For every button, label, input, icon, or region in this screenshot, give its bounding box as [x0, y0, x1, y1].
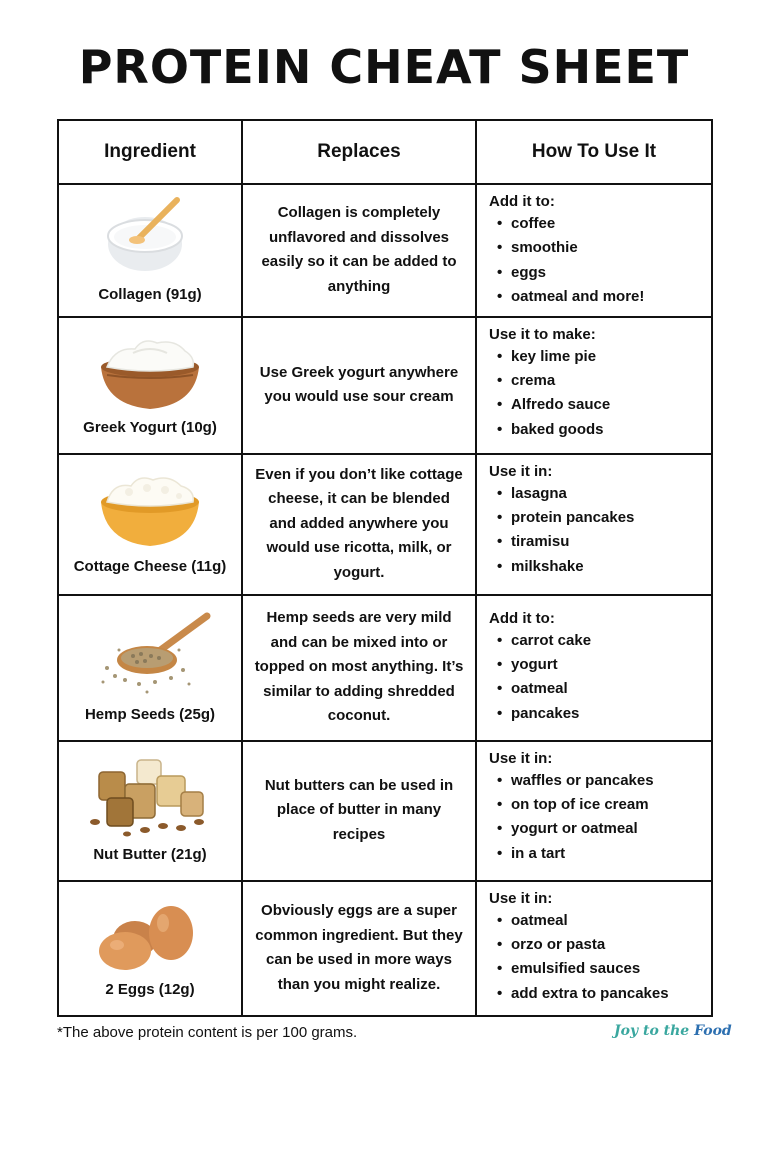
- table-row: [58, 741, 712, 881]
- list-item: • orzo or pasta: [511, 933, 701, 957]
- uses-cell: [476, 184, 712, 317]
- table-row: [58, 881, 712, 1016]
- uses-cell: [476, 317, 712, 454]
- replaces-cell: Use Greek yogurt anywhere you would use sour cream: [242, 317, 476, 454]
- ingredient-cell: [58, 881, 242, 1016]
- list-item: • tiramisu: [511, 530, 701, 554]
- ingredient-cell: [58, 454, 242, 595]
- ingredient-name: Greek Yogurt (10g): [83, 418, 217, 436]
- list-item: • coffee: [511, 212, 701, 236]
- list-item: • eggs: [511, 261, 701, 285]
- ingredient-cell: [58, 595, 242, 741]
- uses-list: [489, 345, 701, 443]
- list-item: • key lime pie: [511, 345, 701, 369]
- uses-cell: [476, 741, 712, 881]
- replaces-cell: Hemp seeds are very mild and can be mixed into or topped on most anything. It’s similar to adding shredded coconut.: [242, 595, 476, 741]
- collagen-bowl-icon: [95, 192, 205, 282]
- ingredient-name: Nut Butter (21g): [93, 846, 207, 864]
- brand-logo-accent: Food: [694, 1023, 732, 1039]
- uses-heading: Use it in:: [489, 889, 553, 907]
- brand-logo: [614, 1023, 732, 1039]
- ingredient-name: Hemp Seeds (25g): [84, 706, 216, 724]
- column-header-ingredient: Ingredient: [58, 120, 242, 184]
- list-item: • pancakes: [511, 702, 701, 726]
- list-item: • Alfredo sauce: [511, 393, 701, 417]
- uses-list: [489, 212, 701, 310]
- uses-heading: Use it in:: [489, 749, 553, 767]
- list-item: • smoothie: [511, 236, 701, 260]
- list-item: • protein pancakes: [511, 506, 701, 530]
- list-item: • baked goods: [511, 418, 701, 442]
- list-item: • oatmeal: [511, 677, 701, 701]
- footnote: *The above protein content is per 100 grams.: [57, 1024, 358, 1041]
- list-item: • add extra to pancakes: [511, 982, 701, 1006]
- list-item: • oatmeal and more!: [511, 285, 701, 309]
- brand-logo-text: Joy to the: [614, 1023, 695, 1039]
- list-item: • on top of ice cream: [511, 793, 701, 817]
- table-header-row: [58, 120, 712, 184]
- list-item: • in a tart: [511, 842, 701, 866]
- uses-cell: [476, 454, 712, 595]
- replaces-cell: Obviously eggs are a super common ingredient. But they can be used in more ways than you might realize.: [242, 881, 476, 1016]
- list-item: • yogurt or oatmeal: [511, 817, 701, 841]
- table-row: [58, 184, 712, 317]
- list-item: • emulsified sauces: [511, 957, 701, 981]
- ingredient-name: Collagen (91g): [98, 285, 202, 303]
- uses-heading: Add it to:: [489, 193, 555, 210]
- cottage-cheese-bowl-icon: [95, 468, 205, 554]
- ingredient-name: 2 Eggs (12g): [105, 980, 195, 998]
- nut-butter-jars-icon: [85, 752, 215, 842]
- list-item: • lasagna: [511, 482, 701, 506]
- replaces-cell: Nut butters can be used in place of butter in many recipes: [242, 741, 476, 881]
- ingredient-cell: [58, 317, 242, 454]
- page-title: PROTEIN CHEAT SHEET: [78, 40, 690, 94]
- hemp-seeds-spoon-icon: [85, 606, 215, 702]
- replaces-cell: Even if you don’t like cottage cheese, it can be blended and added anywhere you would use ricotta, milk, or yogurt.: [242, 454, 476, 595]
- uses-list: [489, 629, 701, 727]
- uses-heading: Add it to:: [489, 609, 555, 627]
- uses-list: [489, 769, 701, 867]
- table-row: [58, 317, 712, 454]
- uses-list: [489, 909, 701, 1007]
- column-header-how-to-use: How To Use It: [476, 120, 712, 184]
- protein-table: [57, 119, 713, 1017]
- uses-list: [489, 482, 701, 580]
- table-row: [58, 595, 712, 741]
- ingredient-cell: [58, 741, 242, 881]
- uses-cell: [476, 595, 712, 741]
- list-item: • yogurt: [511, 653, 701, 677]
- column-header-replaces: Replaces: [242, 120, 476, 184]
- list-item: • milkshake: [511, 555, 701, 579]
- list-item: • waffles or pancakes: [511, 769, 701, 793]
- ingredient-cell: [58, 184, 242, 317]
- replaces-cell: Collagen is completely unflavored and dissolves easily so it can be added to anything: [242, 184, 476, 317]
- list-item: • oatmeal: [511, 909, 701, 933]
- eggs-icon: [95, 893, 205, 977]
- uses-heading: Use it to make:: [489, 325, 596, 343]
- list-item: • crema: [511, 369, 701, 393]
- list-item: • carrot cake: [511, 629, 701, 653]
- uses-cell: [476, 881, 712, 1016]
- ingredient-name: Cottage Cheese (11g): [73, 557, 227, 575]
- uses-heading: Use it in:: [489, 462, 553, 480]
- table-row: [58, 454, 712, 595]
- greek-yogurt-bowl-icon: [95, 329, 205, 415]
